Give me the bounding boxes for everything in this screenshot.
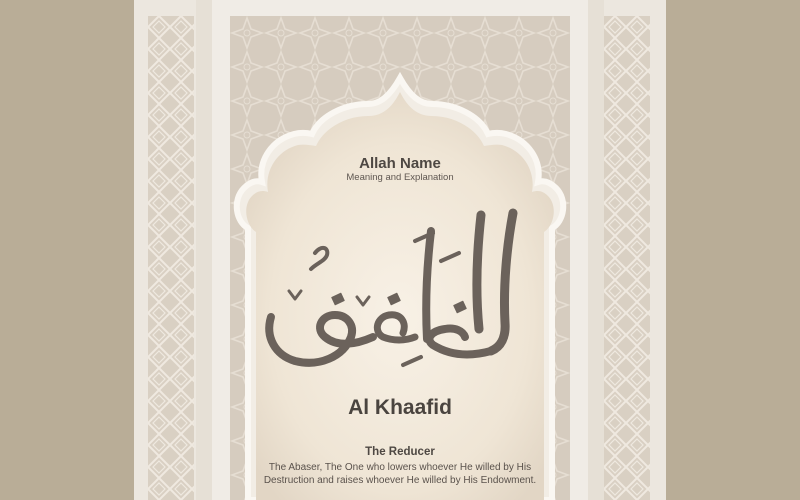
page-title: Allah Name	[359, 155, 441, 172]
name-transliteration: Al Khaafid	[348, 396, 452, 419]
arabic-calligraphy	[255, 205, 545, 375]
page-subtitle: Meaning and Explanation	[346, 172, 454, 183]
meaning-description: The Abaser, The One who lowers whoever He willed by His Destruction and raises whoever He willed by His Endowment.	[263, 462, 537, 486]
meaning-title: The Reducer	[365, 446, 435, 458]
